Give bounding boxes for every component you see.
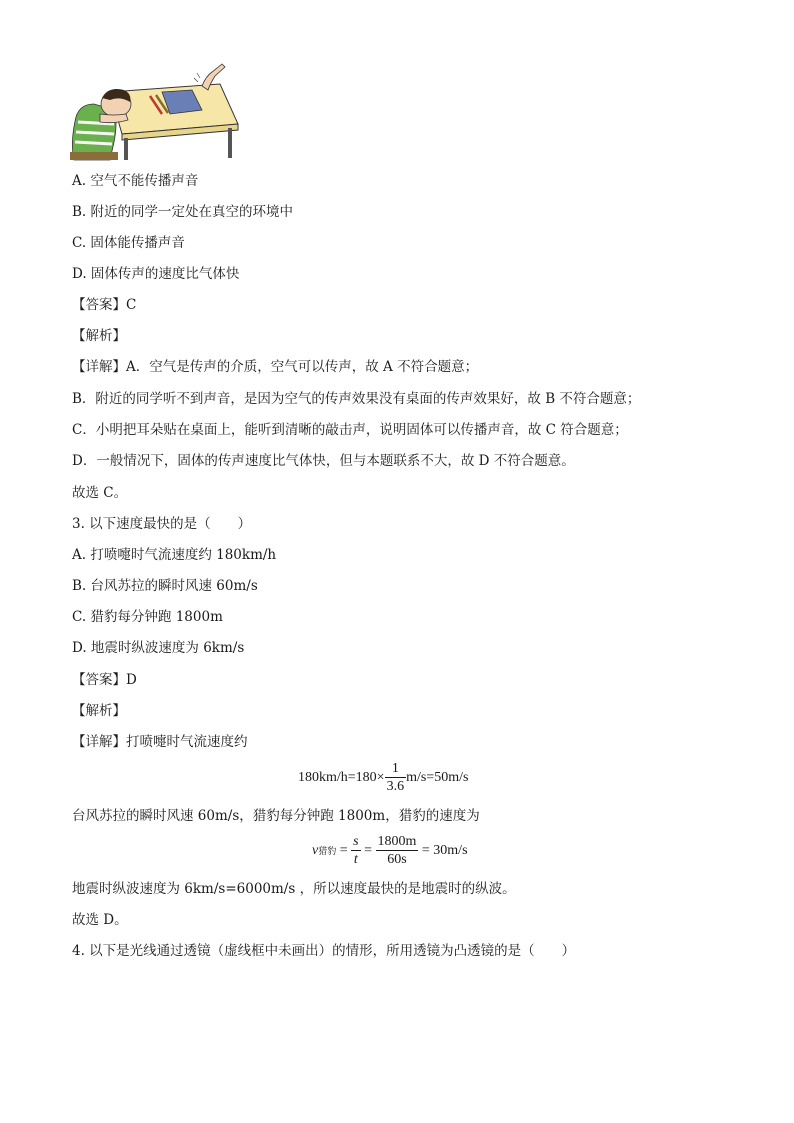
q2-option-d: D. 固体传声的速度比气体快 — [72, 266, 240, 282]
q3-answer: 【答案】D — [72, 672, 137, 688]
q3-detail-intro: 【详解】打喷嚏时气流速度约 — [72, 734, 248, 750]
formula2-numerator-s: s — [353, 834, 359, 849]
q3-stem: 3. 以下速度最快的是（ ） — [72, 516, 252, 532]
q2-answer: 【答案】C — [72, 297, 137, 313]
formula-sneeze-speed — [298, 760, 468, 795]
q3-text-mid: 台风苏拉的瞬时风速 60m/s，猎豹每分钟跑 1800m，猎豹的速度为 — [72, 808, 480, 824]
q3-conclusion: 故选 D。 — [72, 912, 128, 928]
q2-option-b: B. 附近的同学一定处在真空的环境中 — [72, 204, 294, 220]
q2-option-c: C. 固体能传播声音 — [72, 235, 185, 251]
formula2-eq2: = — [360, 842, 376, 858]
formula2-subscript: 猎豹 — [318, 846, 337, 856]
formula2-denominator-value: 60s — [387, 852, 407, 867]
q3-option-b: B. 台风苏拉的瞬时风速 60m/s — [72, 578, 258, 594]
formula2-fraction-values — [376, 833, 419, 868]
formula2-numerator-value: 1800m — [377, 834, 417, 849]
formula2-v: v — [312, 842, 319, 858]
q2-detail-a: 【详解】A．空气是传声的介质，空气可以传声，故 A 不符合题意； — [72, 359, 479, 375]
formula2-denominator-t: t — [353, 852, 358, 867]
q2-detail-b: B．附近的同学听不到声音，是因为空气的传声效果没有桌面的传声效果好，故 B 不符合题意； — [72, 391, 641, 407]
q3-analysis-heading: 【解析】 — [72, 703, 126, 719]
q2-conclusion: 故选 C。 — [72, 485, 128, 501]
q2-analysis-heading: 【解析】 — [72, 328, 126, 344]
q2-detail-d: D．一般情况下，固体的传声速度比气体快，但与本题联系不大，故 D 不符合题意。 — [72, 453, 575, 469]
formula1-fraction — [385, 760, 407, 795]
formula1-denominator: 3.6 — [386, 779, 405, 794]
q3-option-c: C. 猎豹每分钟跑 1800m — [72, 609, 223, 625]
formula2-right: = 30m/s — [418, 842, 468, 858]
formula1-left: 180km/h=180× — [298, 769, 385, 785]
formula1-right: m/s=50m/s — [406, 769, 469, 785]
formula-cheetah-speed — [312, 833, 468, 868]
student-desk-illustration — [70, 62, 240, 162]
formula2-eq1: = — [336, 842, 352, 858]
q3-text-after: 地震时纵波速度为 6km/s=6000m/s ，所以速度最快的是地震时的纵波。 — [72, 881, 516, 897]
q2-option-a: A. 空气不能传播声音 — [72, 173, 199, 189]
q3-option-d: D. 地震时纵波速度为 6km/s — [72, 640, 245, 656]
q4-stem: 4. 以下是光线通过透镜（虚线框中未画出）的情形，所用透镜为凸透镜的是（ ） — [72, 943, 576, 959]
formula2-fraction-st — [351, 833, 360, 868]
q3-option-a: A. 打喷嚏时气流速度约 180km/h — [72, 547, 277, 563]
q2-detail-c: C．小明把耳朵贴在桌面上，能听到清晰的敲击声，说明固体可以传播声音，故 C 符合题意； — [72, 422, 628, 438]
formula1-numerator: 1 — [385, 760, 407, 778]
